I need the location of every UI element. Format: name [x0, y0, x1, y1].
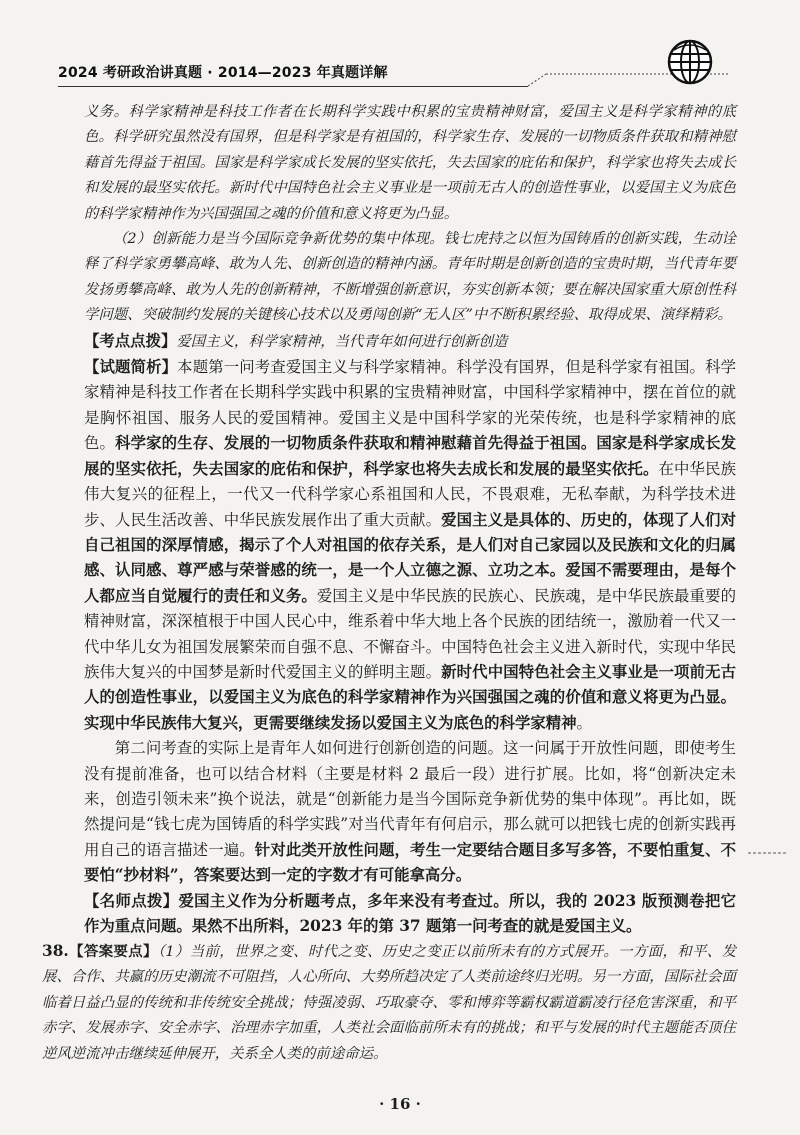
- page-header: [58, 56, 718, 90]
- teacher-tip-text: 爱国主义作为分析题考点，多年来没有考查过。所以，我的 2023 版预测卷把它作为重点问题。果然不出所料，2023 年的第 37 题第一问考查的就是爱国主义。: [84, 891, 736, 935]
- question-38: [42, 939, 736, 1067]
- answer-content: [84, 100, 736, 939]
- question-number: 38.: [42, 942, 69, 960]
- answer-paragraph-2: （2）创新能力是当今国际竞争新优势的集中体现。钱七虎持之以恒为国铸盾的创新实践，生动诠释了科学家勇攀高峰、敢为人先、创新创造的精神内涵。青年时期是创新创造的宝贵时期，当代青年要发扬勇攀高峰、敢为人先的创新精神，不断增强创新意识，夯实创新本领；要在解决国家重大原创性科学问题、突破制约发展的关键核心技术以及勇闯创新“无人区”中不断积累经验、取得成果、演绎精彩。: [84, 231, 736, 324]
- analysis-text-f: 新时代中国特色社会主义事业是一项前无古人的创造性事业，以爱国主义为底色的科学家精神作为兴国强国之魂的价值和意义将更为凸显。实现中华民族伟大复兴，更需要继续发扬以爱国主义为底色的科学家精神: [84, 662, 736, 732]
- globe-icon: [666, 38, 714, 86]
- analysis-text-a: 本题第一问考查爱国主义与科学家精神。科学没有国界，但是科学家有祖国。科学家精神是科技工作者在长期科学实践中积累的宝贵精神财富，中国科学家精神中，摆在首位的就是胸怀祖国、服务人民的爱国精神。爱国主义是中国科学家的光荣传统，也是科学家精神的底色。: [84, 358, 736, 453]
- key-points-tag: 【考点点拨】: [84, 331, 177, 350]
- analysis-section: [84, 355, 736, 736]
- second-question-text: 第二问考查的实际上是青年人如何进行创新创造的问题。这一问属于开放性问题，即使考生没有提前准备，也可以结合材料（主要是材料 2 最后一段）进行扩展。比如，将“创新决定未来，创造引领未来”换个说法，就是“创新能力是当今国际竞争新优势的集中体现”。再比如，既然提问是“钱七虎为国铸盾的科学实践”对当代青年有何启示，那么就可以把钱七虎的创新实践再用自己的语言描述一遍。: [84, 739, 736, 859]
- second-question-paragraph: [84, 736, 736, 888]
- answer-points-tag: 【答案要点】: [68, 943, 158, 960]
- analysis-text-e: 爱国主义是中华民族的民族心、民族魂，是中华民族最重要的精神财富，深深植根于中国人民心中，维系着中华大地上各个民族的团结统一，激励着一代又一代中华儿女为祖国发展繁荣而自强不息、不懈奋斗。中国特色社会主义进入新时代，实现中华民族伟大复兴的中国梦是新时代爱国主义的鲜明主题。: [84, 586, 736, 681]
- analysis-text-c: 在中华民族伟大复兴的征程上，一代又一代科学家心系祖国和人民，不畏艰难，无私奉献，为科学技术进步、人民生活改善、中华民族发展作出了重大贡献。: [84, 459, 736, 529]
- page-number: · 16 ·: [379, 1095, 421, 1113]
- analysis-tag: 【试题简析】: [84, 358, 178, 377]
- analysis-text-b: 科学家的生存、发展的一切物质条件获取和精神慰藉首先得益于祖国。国家是科学家成长发展的坚实依托，失去国家的庇佑和保护，科学家也将失去成长和发展的最坚实依托。: [84, 434, 736, 478]
- answer-paragraph-1: 义务。科学家精神是科技工作者在长期科学实践中积累的宝贵精神财富，爱国主义是科学家精神的底色。科学研究虽然没有国界，但是科学家是有祖国的，科学家生存、发展的一切物质条件获取和精神慰藉首先得益于祖国。国家是科学家成长发展的坚实依托，失去国家的庇佑和保护，科学家也将失去成长和发展的最坚实依托。新时代中国特色社会主义事业是一项前无古人的创造性事业，以爱国主义为底色的科学家精神作为兴国强国之魂的价值和意义将更为凸显。: [84, 104, 736, 222]
- margin-mark: [748, 850, 788, 856]
- answer-points-text: （1）当前，世界之变、时代之变、历史之变正以前所未有的方式展开。一方面，和平、发展、合作、共赢的历史潮流不可阻挡，人心所向、大势所趋决定了人类前途终归光明。另一方面，国际社会面临着日益凸显的传统和非传统安全挑战；恃强凌弱、巧取豪夺、零和博弈等霸权霸道霸凌行径危害深重，和平赤字、发展赤字、安全赤字、治理赤字加重，人类社会面临前所未有的挑战；和平与发展的时代主题能否顶住逆风逆流冲击继续延伸展开，关系全人类的前途命运。: [42, 944, 736, 1062]
- teacher-tip-section: [84, 889, 736, 940]
- header-rule: [58, 86, 528, 87]
- analysis-text-d: 爱国主义是具体的、历史的，体现了人们对自己祖国的深厚情感，揭示了个人对祖国的依存关系，是人们对自己家园以及民族和文化的归属感、认同感、尊严感与荣誉感的统一，是一个人立德之源、立功之本。爱国不需要理由，是每个人都应当自觉履行的责任和义务。: [84, 510, 736, 605]
- analysis-text-g: 。: [576, 713, 592, 732]
- teacher-tip-tag: 【名师点拨】: [84, 891, 179, 910]
- book-title: 2024 考研政治讲真题 · 2014—2023 年真题详解: [58, 65, 388, 81]
- key-points-text: 爱国主义，科学家精神，当代青年如何进行创新创造: [176, 333, 508, 350]
- second-question-emphasis: 针对此类开放性问题，考生一定要结合题目多写多答，不要怕重复、不要怕“抄材料”，答案要达到一定的字数才有可能拿高分。: [84, 840, 736, 885]
- key-points-section: [84, 329, 736, 355]
- question-38-answer: [42, 939, 736, 1067]
